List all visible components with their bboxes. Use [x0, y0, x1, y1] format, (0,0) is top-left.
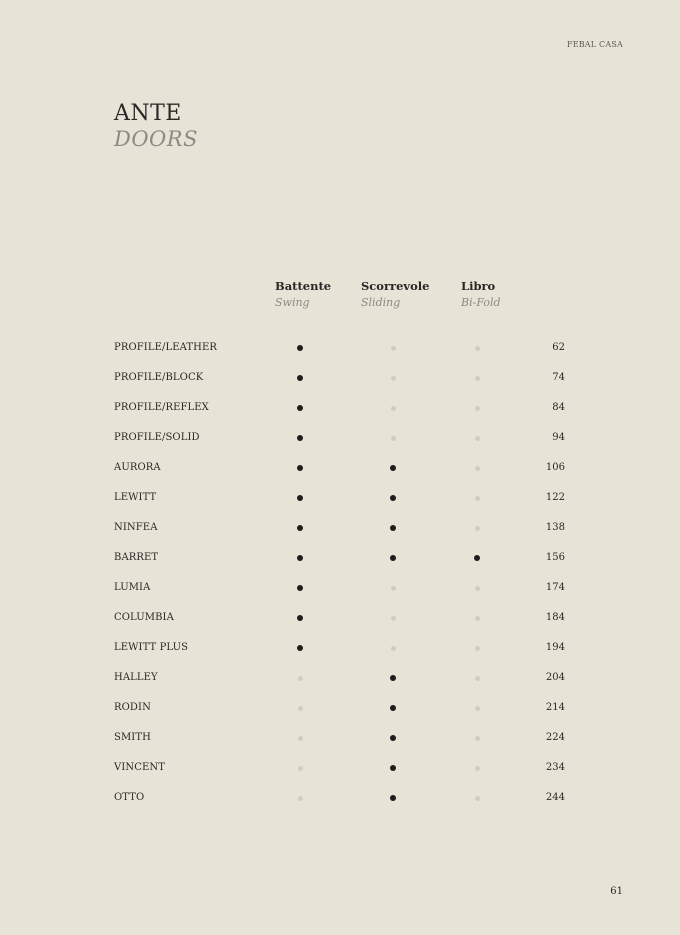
table-row — [0, 668, 680, 688]
unavailable-dot-icon — [475, 646, 480, 651]
row-name: VINCENT — [114, 762, 165, 774]
column-sublabel: Bi-Fold — [461, 296, 501, 309]
row-name: LUMIA — [114, 582, 151, 594]
unavailable-dot-icon — [391, 346, 396, 351]
column-label: Scorrevole — [361, 279, 430, 293]
row-page-ref: 234 — [545, 762, 565, 774]
row-page-ref: 62 — [552, 342, 565, 353]
available-dot-icon — [390, 675, 396, 681]
table-row — [0, 518, 680, 538]
unavailable-dot-icon — [391, 406, 396, 411]
column-header-bifold — [461, 279, 501, 312]
row-name: OTTO — [114, 792, 145, 804]
row-name: SMITH — [114, 732, 151, 744]
unavailable-dot-icon — [391, 646, 396, 651]
available-dot-icon — [390, 795, 396, 801]
unavailable-dot-icon — [391, 376, 396, 381]
column-label: Battente — [275, 279, 332, 293]
row-page-ref: 138 — [545, 522, 565, 534]
unavailable-dot-icon — [475, 706, 480, 711]
row-page-ref: 204 — [545, 672, 565, 684]
available-dot-icon — [390, 555, 396, 561]
available-dot-icon — [297, 585, 303, 591]
unavailable-dot-icon — [475, 346, 480, 351]
unavailable-dot-icon — [298, 676, 303, 681]
available-dot-icon — [390, 465, 396, 471]
row-page-ref: 74 — [552, 372, 565, 384]
row-name: PROFILE/BLOCK — [114, 372, 204, 384]
column-header-swing — [275, 279, 331, 312]
available-dot-icon — [390, 525, 396, 531]
unavailable-dot-icon — [475, 736, 480, 741]
row-page-ref: 122 — [545, 492, 565, 504]
row-name: AURORA — [114, 462, 161, 474]
unavailable-dot-icon — [475, 496, 480, 501]
row-page-ref: 184 — [545, 612, 565, 624]
available-dot-icon — [390, 735, 396, 741]
column-sublabel: Sliding — [361, 296, 401, 309]
row-name: BARRET — [114, 552, 159, 564]
table-row — [0, 458, 680, 478]
table-row — [0, 728, 680, 748]
unavailable-dot-icon — [475, 796, 480, 801]
brand-header: FEBAL CASA — [566, 40, 623, 49]
table-row — [0, 488, 680, 508]
available-dot-icon — [390, 495, 396, 501]
table-row — [0, 398, 680, 418]
column-label: Libro — [461, 279, 496, 293]
row-name: LEWITT PLUS — [114, 642, 189, 654]
row-page-ref: 156 — [545, 552, 565, 564]
available-dot-icon — [297, 345, 303, 351]
row-page-ref: 94 — [552, 432, 565, 444]
row-name: COLUMBIA — [114, 612, 174, 624]
row-page-ref: 194 — [545, 642, 565, 654]
row-name: HALLEY — [114, 672, 158, 684]
column-sublabel: Swing — [275, 296, 310, 309]
unavailable-dot-icon — [475, 466, 480, 471]
table-row — [0, 638, 680, 658]
available-dot-icon — [297, 645, 303, 651]
unavailable-dot-icon — [298, 736, 303, 741]
row-name: NINFEA — [114, 522, 158, 534]
table-row — [0, 788, 680, 808]
row-page-ref: 224 — [545, 732, 565, 744]
available-dot-icon — [297, 375, 303, 381]
row-page-ref: 106 — [545, 462, 565, 474]
available-dot-icon — [474, 555, 480, 561]
available-dot-icon — [390, 765, 396, 771]
unavailable-dot-icon — [475, 616, 480, 621]
row-page-ref: 174 — [545, 582, 565, 594]
row-page-ref: 214 — [545, 702, 565, 714]
row-name: PROFILE/REFLEX — [114, 402, 209, 414]
unavailable-dot-icon — [475, 766, 480, 771]
available-dot-icon — [297, 495, 303, 501]
row-page-ref: 84 — [552, 402, 565, 414]
row-name: LEWITT — [114, 492, 157, 504]
table-row — [0, 338, 680, 358]
unavailable-dot-icon — [391, 586, 396, 591]
available-dot-icon — [390, 705, 396, 711]
row-name: PROFILE/LEATHER — [114, 342, 217, 353]
unavailable-dot-icon — [298, 766, 303, 771]
column-header-sliding — [361, 279, 429, 312]
unavailable-dot-icon — [475, 526, 480, 531]
unavailable-dot-icon — [391, 616, 396, 621]
table-row — [0, 548, 680, 568]
unavailable-dot-icon — [475, 376, 480, 381]
unavailable-dot-icon — [298, 796, 303, 801]
unavailable-dot-icon — [475, 586, 480, 591]
unavailable-dot-icon — [475, 406, 480, 411]
unavailable-dot-icon — [475, 676, 480, 681]
available-dot-icon — [297, 435, 303, 441]
row-name: PROFILE/SOLID — [114, 432, 200, 444]
unavailable-dot-icon — [391, 436, 396, 441]
available-dot-icon — [297, 525, 303, 531]
available-dot-icon — [297, 465, 303, 471]
table-row — [0, 758, 680, 778]
page-title: ANTE — [114, 101, 182, 126]
page-subtitle: DOORS — [114, 127, 198, 151]
table-row — [0, 608, 680, 628]
unavailable-dot-icon — [298, 706, 303, 711]
table-row — [0, 698, 680, 718]
available-dot-icon — [297, 405, 303, 411]
row-name: RODIN — [114, 702, 151, 714]
row-page-ref: 244 — [545, 792, 565, 804]
available-dot-icon — [297, 615, 303, 621]
table-row — [0, 578, 680, 598]
page-number: 61 — [610, 886, 623, 897]
unavailable-dot-icon — [475, 436, 480, 441]
table-row — [0, 368, 680, 388]
available-dot-icon — [297, 555, 303, 561]
table-row — [0, 428, 680, 448]
